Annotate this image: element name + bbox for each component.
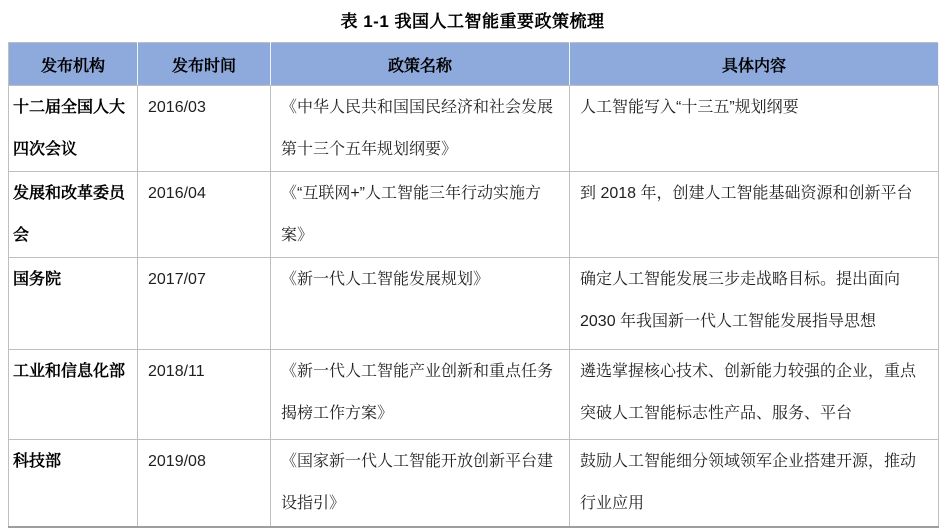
cell-content: 鼓励人工智能细分领域领军企业搭建开源，推动行业应用 xyxy=(570,440,939,527)
cell-content: 到 2018 年，创建人工智能基础资源和创新平台 xyxy=(570,172,939,258)
cell-agency: 工业和信息化部 xyxy=(9,350,138,440)
header-cell-date: 发布时间 xyxy=(138,43,271,86)
cell-date: 2018/11 xyxy=(138,350,271,440)
cell-date: 2016/03 xyxy=(138,86,271,172)
cell-policy: 《中华人民共和国国民经济和社会发展第十三个五年规划纲要》 xyxy=(271,86,570,172)
cell-agency: 十二届全国人大四次会议 xyxy=(9,86,138,172)
cell-date: 2019/08 xyxy=(138,440,271,527)
header-cell-content: 具体内容 xyxy=(570,43,939,86)
header-cell-policy: 政策名称 xyxy=(271,43,570,86)
cell-agency: 科技部 xyxy=(9,440,138,527)
cell-policy: 《新一代人工智能发展规划》 xyxy=(271,258,570,350)
cell-content: 人工智能写入“十三五”规划纲要 xyxy=(570,86,939,172)
cell-date: 2016/04 xyxy=(138,172,271,258)
cell-policy: 《“互联网+”人工智能三年行动实施方案》 xyxy=(271,172,570,258)
cell-content: 遴选掌握核心技术、创新能力较强的企业，重点突破人工智能标志性产品、服务、平台 xyxy=(570,350,939,440)
cell-policy: 《新一代人工智能产业创新和重点任务揭榜工作方案》 xyxy=(271,350,570,440)
header-cell-agency: 发布机构 xyxy=(9,43,138,86)
cell-agency: 国务院 xyxy=(9,258,138,350)
table-row xyxy=(9,258,939,350)
cell-policy: 《国家新一代人工智能开放创新平台建设指引》 xyxy=(271,440,570,527)
cell-date: 2017/07 xyxy=(138,258,271,350)
policy-table xyxy=(8,42,939,528)
table-row xyxy=(9,350,939,440)
table-row xyxy=(9,172,939,258)
cell-content: 确定人工智能发展三步走战略目标。提出面向 2030 年我国新一代人工智能发展指导思想 xyxy=(570,258,939,350)
table-row xyxy=(9,440,939,527)
cell-agency: 发展和改革委员会 xyxy=(9,172,138,258)
table-header-row xyxy=(9,43,939,86)
table-row xyxy=(9,86,939,172)
table-caption: 表 1-1 我国人工智能重要政策梳理 xyxy=(340,12,605,31)
